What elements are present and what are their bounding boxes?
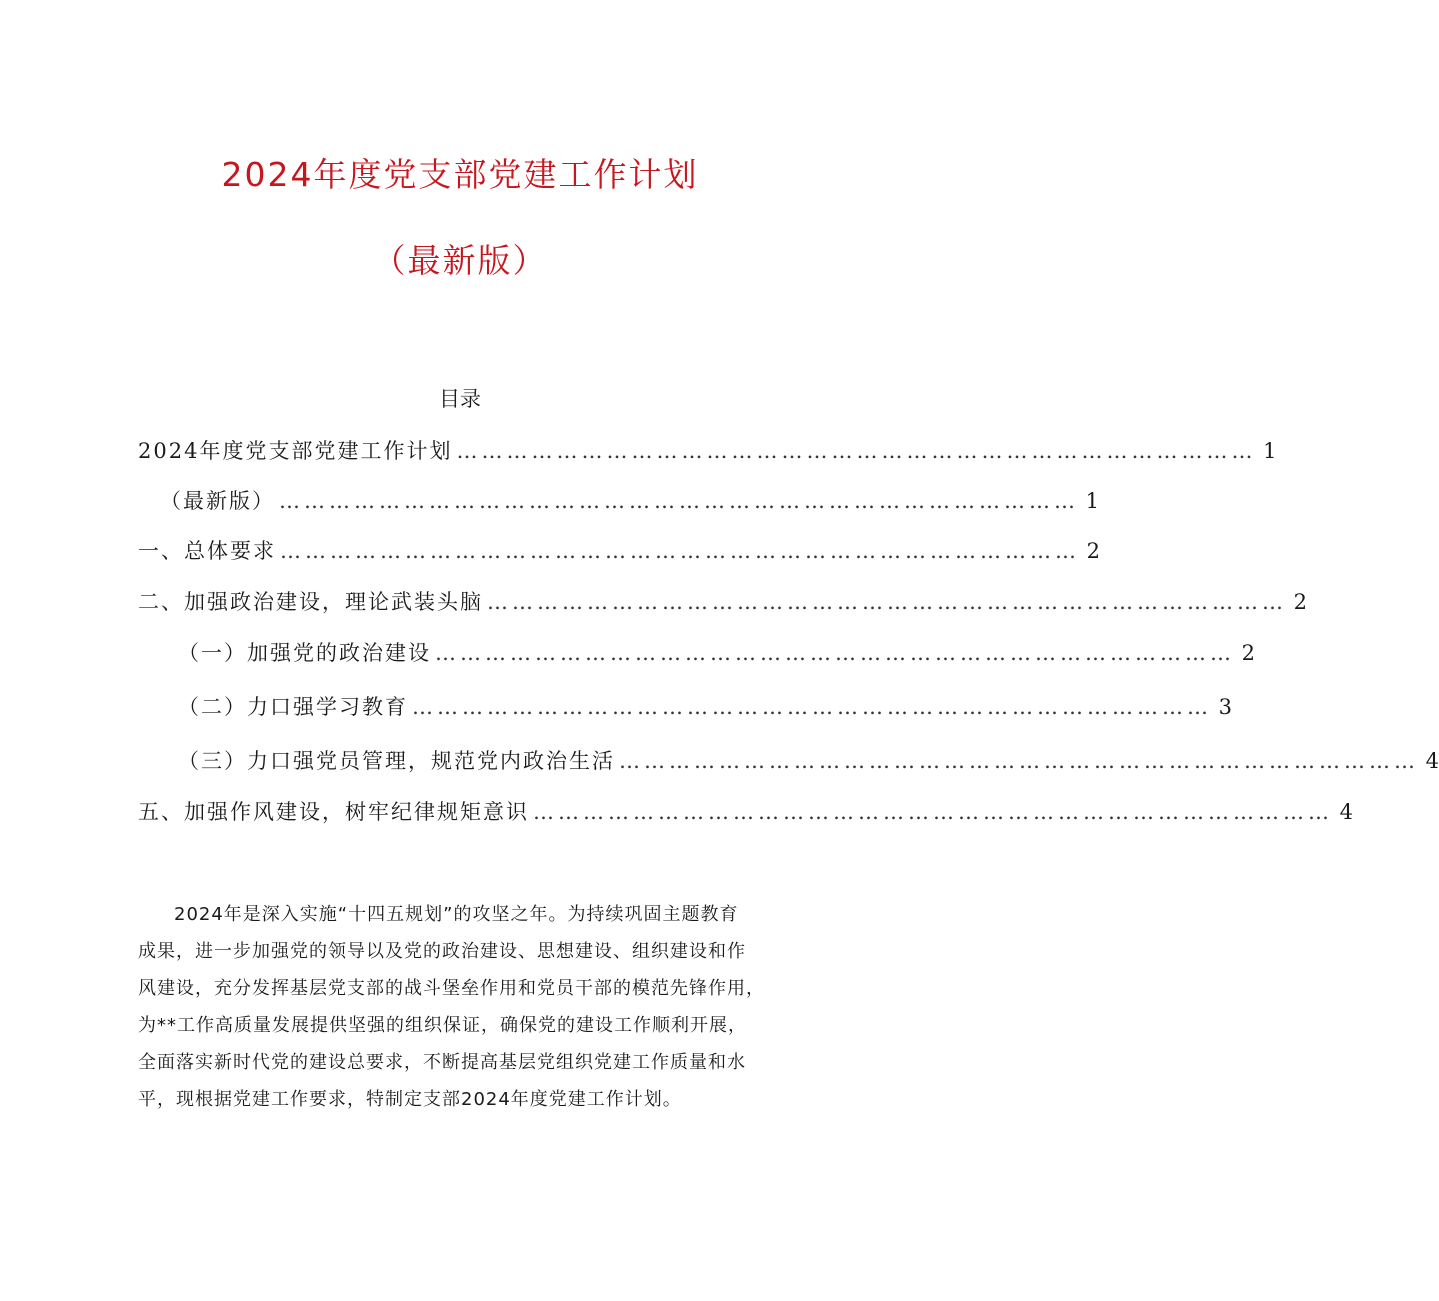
document-title: 2024年度党支部党建工作计划	[221, 155, 699, 194]
toc-entry-label: （三）力口强党员管理，规范党内政治生活	[178, 749, 615, 773]
toc-leader-dots: ……………………………………………………………………………………	[456, 439, 1257, 463]
toc-leader-dots: ……………………………………………………………………………………	[279, 489, 1079, 513]
toc-entry-label: （最新版）	[160, 489, 275, 513]
toc-entry-page: 2	[1241, 641, 1255, 665]
toc-leader-dots: ……………………………………………………………………………………	[533, 800, 1333, 824]
toc-entry-label: 2024年度党支部党建工作计划	[138, 439, 453, 463]
document-subtitle: （最新版）	[372, 241, 548, 280]
toc-entry[interactable]	[178, 745, 1439, 777]
paragraph-line: 2024年是深入实施“十四五规划”的攻坚之年。为持续巩固主题教育	[174, 904, 739, 925]
toc-leader-dots: ……………………………………………………………………………………	[435, 641, 1235, 665]
toc-entry-page: 4	[1425, 749, 1439, 773]
toc-entry-page: 2	[1293, 590, 1307, 614]
toc-entry-page: 3	[1218, 695, 1232, 719]
intro-paragraph	[138, 896, 788, 1118]
toc-entry[interactable]	[138, 796, 1353, 828]
toc-entry-label: 五、加强作风建设，树牢纪律规矩意识	[138, 800, 529, 824]
toc-entry-label: 二、加强政治建设，理论武装头脑	[138, 590, 483, 614]
toc-heading: 目录	[439, 387, 481, 411]
toc-entry-label: （二）力口强学习教育	[178, 695, 408, 719]
toc-entry[interactable]	[178, 637, 1255, 669]
toc-leader-dots: ……………………………………………………………………………………	[487, 590, 1287, 614]
toc-leader-dots: ……………………………………………………………………………………	[412, 695, 1212, 719]
toc-entry-label: 一、总体要求	[138, 539, 276, 563]
toc-entry[interactable]	[138, 586, 1307, 618]
toc-entry-page: 2	[1086, 539, 1100, 563]
paragraph-line: 成果，进一步加强党的领导以及党的政治建设、思想建设、组织建设和作	[138, 941, 746, 962]
paragraph-line: 为**工作高质量发展提供坚强的组织保证，确保党的建设工作顺利开展，	[138, 1015, 747, 1036]
toc-entry[interactable]	[178, 691, 1232, 723]
toc-entry-page: 4	[1339, 800, 1353, 824]
toc-entry-page: 1	[1263, 439, 1277, 463]
toc-entry-page: 1	[1085, 489, 1099, 513]
paragraph-line: 平，现根据党建工作要求，特制定支部2024年度党建工作计划。	[138, 1089, 682, 1110]
paragraph-line: 风建设，充分发挥基层党支部的战斗堡垒作用和党员干部的模范先锋作用，	[138, 978, 765, 999]
paragraph-line: 全面落实新时代党的建设总要求，不断提高基层党组织党建工作质量和水	[138, 1052, 746, 1073]
toc-entry-label: （一）加强党的政治建设	[178, 641, 431, 665]
toc-leader-dots: ……………………………………………………………………………………	[280, 539, 1080, 563]
toc-entry[interactable]	[160, 485, 1099, 517]
toc-leader-dots: ……………………………………………………………………………………	[619, 749, 1419, 773]
toc-entry[interactable]	[138, 535, 1100, 567]
toc-entry[interactable]	[138, 435, 1277, 467]
